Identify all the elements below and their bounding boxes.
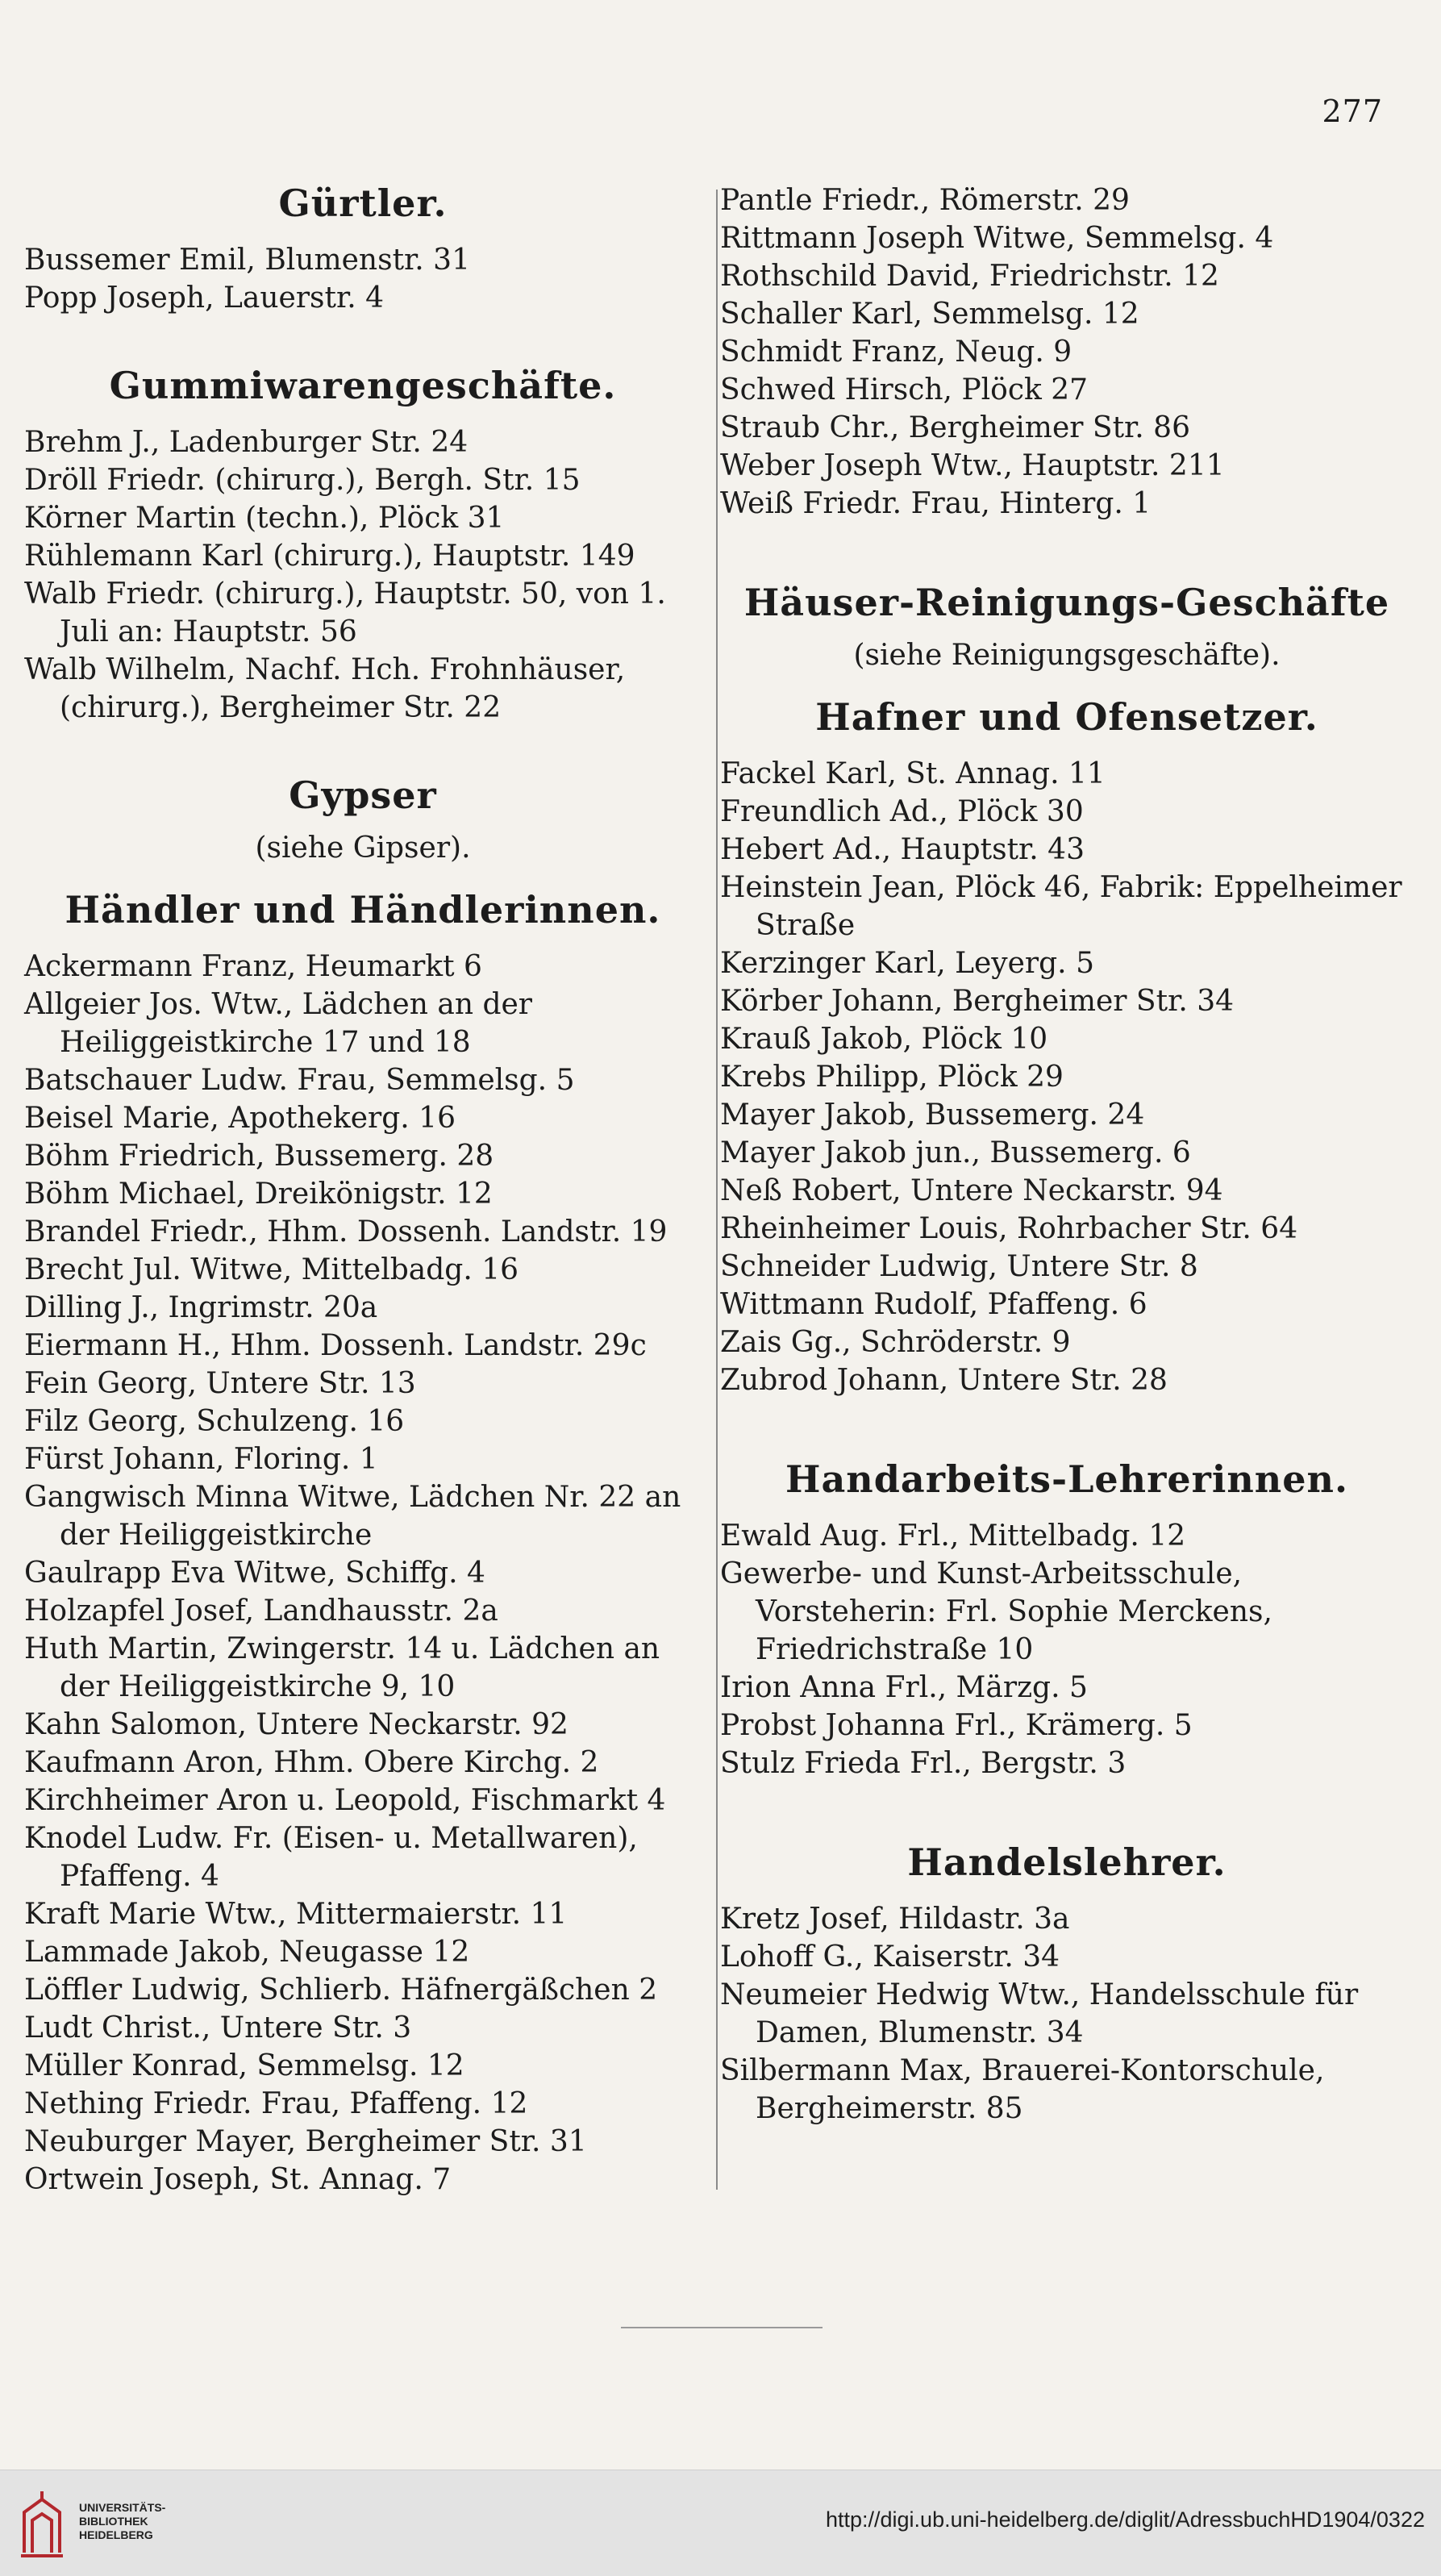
directory-entry: Schneider Ludwig, Untere Str. 8 bbox=[720, 1250, 1198, 1283]
directory-entry: Huth Martin, Zwingerstr. 14 u. Lädchen an der Heiliggeistkirche 9, 10 bbox=[24, 1632, 660, 1703]
directory-entry: Hebert Ad., Hauptstr. 43 bbox=[720, 833, 1085, 866]
directory-entry: Straub Chr., Bergheimer Str. 86 bbox=[720, 411, 1190, 444]
section-heading: Händler und Händlerinnen. bbox=[65, 888, 661, 932]
directory-entry: Knodel Ludw. Fr. (Eisen- u. Metallwaren), Pfaffeng. 4 bbox=[24, 1822, 638, 1893]
directory-entry: Weiß Friedr. Frau, Hinterg. 1 bbox=[720, 487, 1152, 520]
directory-entry: Müller Konrad, Semmelsg. 12 bbox=[24, 2049, 464, 2082]
directory-entry: Ackermann Franz, Heumarkt 6 bbox=[24, 950, 482, 983]
footer-bar bbox=[0, 2470, 1441, 2576]
directory-entry: Krebs Philipp, Plöck 29 bbox=[720, 1061, 1064, 1094]
directory-entry: Gewerbe- und Kunst-Arbeitsschule, Vorsteherin: Frl. Sophie Merckens, Friedrichstraße 10 bbox=[720, 1557, 1272, 1666]
directory-entry: Zubrod Johann, Untere Str. 28 bbox=[720, 1364, 1168, 1397]
directory-entry: Pantle Friedr., Römerstr. 29 bbox=[720, 184, 1130, 217]
directory-entry: Fürst Johann, Floring. 1 bbox=[24, 1443, 378, 1476]
directory-entry: Mayer Jakob jun., Bussemerg. 6 bbox=[720, 1136, 1191, 1169]
directory-entry: Walb Wilhelm, Nachf. Hch. Frohnhäuser, (chirurg.), Bergheimer Str. 22 bbox=[24, 653, 626, 724]
cross-reference-note: (siehe Gipser). bbox=[255, 832, 471, 865]
library-logo-icon[interactable] bbox=[18, 2488, 68, 2561]
directory-entry: Brandel Friedr., Hhm. Dossenh. Landstr. 19 bbox=[24, 1215, 668, 1248]
directory-entry: Brehm J., Ladenburger Str. 24 bbox=[24, 426, 469, 459]
directory-entry: Rothschild David, Friedrichstr. 12 bbox=[720, 260, 1219, 293]
library-name bbox=[79, 2501, 165, 2542]
directory-entry: Popp Joseph, Lauerstr. 4 bbox=[24, 281, 385, 315]
section-heading: Hafner und Ofensetzer. bbox=[815, 695, 1318, 739]
bottom-rule bbox=[621, 2327, 823, 2328]
directory-entry: Lammade Jakob, Neugasse 12 bbox=[24, 1936, 470, 1969]
directory-entry: Neuburger Mayer, Bergheimer Str. 31 bbox=[24, 2125, 587, 2158]
directory-entry: Eiermann H., Hhm. Dossenh. Landstr. 29c bbox=[24, 1329, 647, 1362]
directory-entry: Holzapfel Josef, Landhausstr. 2a bbox=[24, 1594, 498, 1628]
directory-entry: Silbermann Max, Brauerei-Kontorschule, Bergheimerstr. 85 bbox=[720, 2054, 1325, 2125]
directory-entry: Gangwisch Minna Witwe, Lädchen Nr. 22 an der Heiliggeistkirche bbox=[24, 1481, 681, 1552]
directory-entry: Neumeier Hedwig Wtw., Handelsschule für Damen, Blumenstr. 34 bbox=[720, 1978, 1359, 2049]
directory-entry: Rheinheimer Louis, Rohrbacher Str. 64 bbox=[720, 1212, 1298, 1245]
directory-entry: Mayer Jakob, Bussemerg. 24 bbox=[720, 1098, 1145, 1132]
directory-entry: Nething Friedr. Frau, Pfaffeng. 12 bbox=[24, 2087, 528, 2120]
directory-entry: Kaufmann Aron, Hhm. Obere Kirchg. 2 bbox=[24, 1746, 599, 1779]
directory-entry: Filz Georg, Schulzeng. 16 bbox=[24, 1405, 405, 1438]
directory-entry: Kerzinger Karl, Leyerg. 5 bbox=[720, 947, 1094, 980]
section-heading: Häuser-Reinigungs-Geschäfte bbox=[743, 581, 1390, 624]
directory-entry: Irion Anna Frl., Märzg. 5 bbox=[720, 1671, 1088, 1704]
directory-entry: Fackel Karl, St. Annag. 11 bbox=[720, 757, 1106, 790]
directory-entry: Ludt Christ., Untere Str. 3 bbox=[24, 2011, 412, 2045]
directory-entry: Böhm Friedrich, Bussemerg. 28 bbox=[24, 1140, 494, 1173]
directory-entry: Probst Johanna Frl., Krämerg. 5 bbox=[720, 1709, 1193, 1742]
page-number: 277 bbox=[1322, 94, 1383, 129]
column-divider bbox=[716, 190, 718, 2190]
directory-entry: Dröll Friedr. (chirurg.), Bergh. Str. 15 bbox=[24, 464, 581, 497]
directory-entry: Krauß Jakob, Plöck 10 bbox=[720, 1023, 1048, 1056]
directory-entry: Schwed Hirsch, Plöck 27 bbox=[720, 373, 1089, 406]
directory-entry: Körber Johann, Bergheimer Str. 34 bbox=[720, 985, 1235, 1018]
directory-entry: Neß Robert, Untere Neckarstr. 94 bbox=[720, 1174, 1223, 1207]
library-name-line: HEIDELBERG bbox=[79, 2528, 153, 2541]
directory-entry: Schmidt Franz, Neug. 9 bbox=[720, 336, 1072, 369]
right-column bbox=[720, 181, 1414, 2128]
directory-entry: Dilling J., Ingrimstr. 20a bbox=[24, 1291, 378, 1324]
library-name-line: BIBLIOTHEK bbox=[79, 2515, 148, 2528]
directory-entry: Kraft Marie Wtw., Mittermaierstr. 11 bbox=[24, 1898, 568, 1931]
directory-entry: Bussemer Emil, Blumenstr. 31 bbox=[24, 244, 470, 277]
section-heading: Gürtler. bbox=[278, 181, 448, 225]
directory-entry: Ewald Aug. Frl., Mittelbadg. 12 bbox=[720, 1519, 1186, 1553]
directory-entry: Rittmann Joseph Witwe, Semmelsg. 4 bbox=[720, 222, 1274, 255]
directory-entry: Fein Georg, Untere Str. 13 bbox=[24, 1367, 416, 1400]
directory-entry: Kahn Salomon, Untere Neckarstr. 92 bbox=[24, 1708, 568, 1741]
directory-entry: Gaulrapp Eva Witwe, Schiffg. 4 bbox=[24, 1557, 485, 1590]
directory-entry: Freundlich Ad., Plöck 30 bbox=[720, 795, 1084, 828]
section-heading: Gypser bbox=[289, 773, 437, 817]
directory-entry: Rühlemann Karl (chirurg.), Hauptstr. 149 bbox=[24, 540, 635, 573]
directory-entry: Kirchheimer Aron u. Leopold, Fischmarkt 4 bbox=[24, 1784, 666, 1817]
directory-entry: Weber Joseph Wtw., Hauptstr. 211 bbox=[720, 449, 1225, 482]
directory-entry: Batschauer Ludw. Frau, Semmelsg. 5 bbox=[24, 1064, 575, 1097]
directory-entry: Lohoff G., Kaiserstr. 34 bbox=[720, 1940, 1060, 1974]
section-heading: Gummiwarengeschäfte. bbox=[109, 364, 617, 407]
section-heading: Handelslehrer. bbox=[907, 1840, 1227, 1884]
directory-entry: Kretz Josef, Hildastr. 3a bbox=[720, 1903, 1070, 1936]
directory-entry: Heinstein Jean, Plöck 46, Fabrik: Eppelheimer Straße bbox=[720, 871, 1402, 942]
cross-reference-note: (siehe Reinigungsgeschäfte). bbox=[853, 639, 1281, 672]
directory-entry: Löffler Ludwig, Schlierb. Häfnergäßchen 2 bbox=[24, 1974, 658, 2007]
section-heading: Handarbeits-Lehrerinnen. bbox=[785, 1457, 1348, 1501]
directory-entry: Schaller Karl, Semmelsg. 12 bbox=[720, 298, 1139, 331]
directory-entry: Stulz Frieda Frl., Bergstr. 3 bbox=[720, 1747, 1127, 1780]
directory-entry: Wittmann Rudolf, Pfaffeng. 6 bbox=[720, 1288, 1147, 1321]
source-url-link[interactable]: http://digi.ub.uni-heidelberg.de/diglit/AdressbuchHD1904/0322 bbox=[825, 2507, 1425, 2532]
directory-entry: Ortwein Joseph, St. Annag. 7 bbox=[24, 2163, 452, 2196]
directory-entry: Beisel Marie, Apothekerg. 16 bbox=[24, 1102, 456, 1135]
library-name-line: UNIVERSITÄTS- bbox=[79, 2501, 166, 2514]
directory-entry: Körner Martin (techn.), Plöck 31 bbox=[24, 502, 505, 535]
directory-entry: Zais Gg., Schröderstr. 9 bbox=[720, 1326, 1071, 1359]
directory-entry: Brecht Jul. Witwe, Mittelbadg. 16 bbox=[24, 1253, 519, 1286]
directory-entry: Allgeier Jos. Wtw., Lädchen an der Heiliggeistkirche 17 und 18 bbox=[24, 988, 532, 1059]
directory-entry: Walb Friedr. (chirurg.), Hauptstr. 50, von 1. Juli an: Hauptstr. 56 bbox=[24, 577, 666, 648]
left-column bbox=[24, 181, 702, 2199]
directory-entry: Böhm Michael, Dreikönigstr. 12 bbox=[24, 1178, 493, 1211]
